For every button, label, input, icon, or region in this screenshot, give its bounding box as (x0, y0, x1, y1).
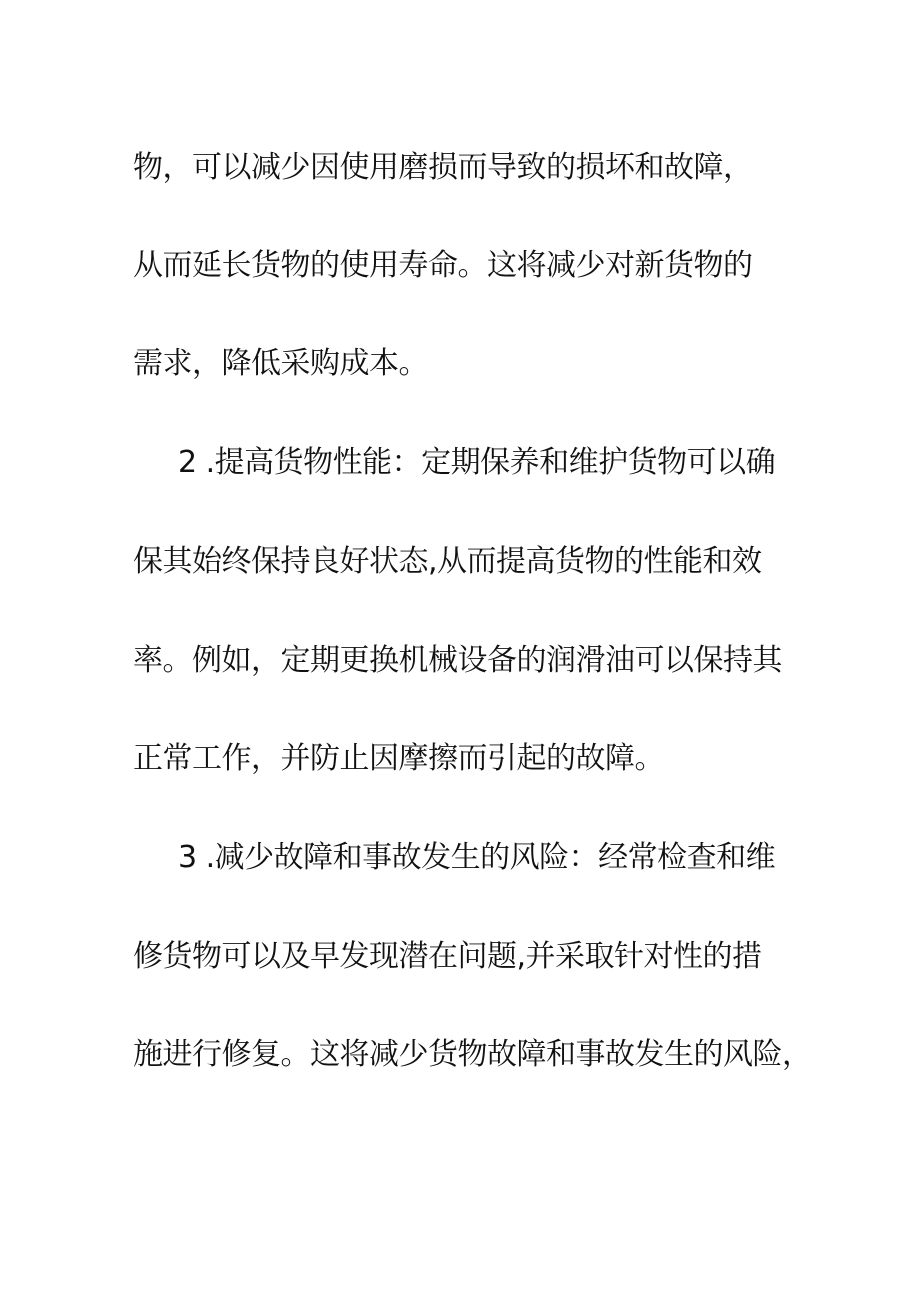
list-item-2-line-4: 正常工作，并防止因摩擦而引起的故障。 (133, 741, 664, 776)
list-item-3-line-1: 3 .减少故障和事故发生的风险：经常检查和维 (178, 840, 776, 875)
list-item-2-line-3: 率。例如，定期更换机械设备的润滑油可以保持其 (133, 643, 782, 678)
list-item-3-line-3: 施进行修复。这将减少货物故障和事故发生的风险， (133, 1037, 812, 1072)
list-item-3-line-2: 修货物可以及早发现潜在问题,并采取针对性的措 (133, 939, 762, 974)
list-item-2-line-2: 保其始终保持良好状态,从而提高货物的性能和效 (133, 544, 762, 579)
paragraph-1-line-3: 需求，降低采购成本。 (133, 346, 428, 381)
paragraph-1-line-1: 物，可以减少因使用磨损而导致的损坏和故障， (133, 150, 753, 185)
list-item-2-line-1: 2 .提高货物性能：定期保养和维护货物可以确 (178, 445, 776, 480)
paragraph-1-line-2: 从而延长货物的使用寿命。这将减少对新货物的 (133, 248, 753, 283)
